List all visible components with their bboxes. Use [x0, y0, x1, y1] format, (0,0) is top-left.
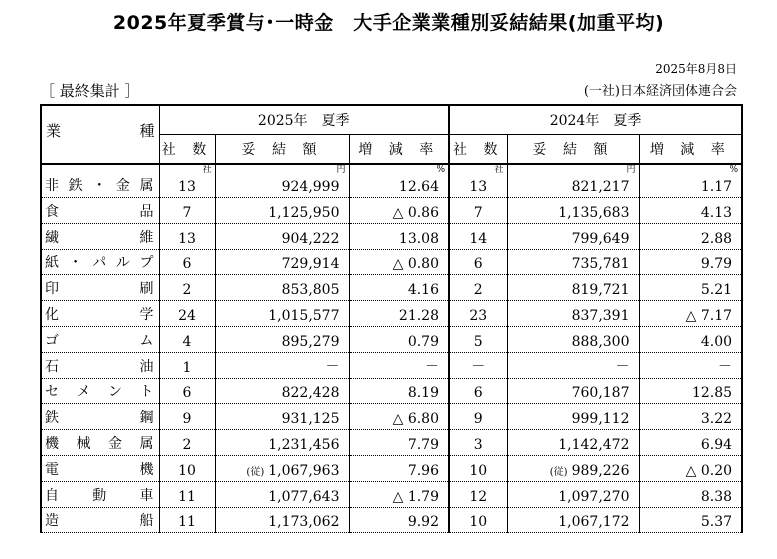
table-row [41, 301, 742, 327]
industry-name [42, 459, 159, 481]
industry-char: メ [76, 384, 91, 401]
rate-2025-cell [349, 326, 449, 352]
col-companies-2025: 社 数 [159, 135, 215, 165]
companies-2024-cell [449, 301, 507, 327]
companies-2024-value: 6 [473, 256, 483, 273]
amount-2024-cell [507, 455, 639, 481]
industry-char: 機 [45, 435, 59, 452]
industry-char: 食 [45, 203, 59, 220]
industry-char: プ [139, 255, 154, 272]
companies-2025-cell [159, 326, 215, 352]
industry-name [42, 356, 159, 378]
rate-2024-unit-label: % [729, 165, 739, 175]
amount-2025-value: 1,067,963 [268, 462, 340, 479]
companies-2025-cell [159, 481, 215, 507]
industry-char: 鉄 [68, 178, 83, 194]
companies-2024-value: 12 [469, 488, 488, 505]
industry-name [42, 227, 159, 249]
amount-2024-cell [507, 164, 639, 198]
rate-2024-value: 6.94 [700, 436, 733, 453]
amount-2025-cell [215, 404, 349, 430]
industry-char: 械 [76, 435, 91, 452]
industry-char: 印 [45, 281, 59, 298]
rate-2025-value: 7.96 [407, 462, 439, 479]
rate-2024-value: 2.88 [700, 230, 733, 247]
companies-2024-cell [449, 404, 507, 430]
amount-2024-cell [507, 430, 639, 456]
companies-2025-value: 24 [178, 307, 196, 324]
industry-name [42, 278, 159, 300]
industry-char: 属 [139, 435, 154, 452]
industry-cell [41, 223, 159, 249]
rate-2024-value: 5.21 [700, 282, 733, 299]
companies-2024-cell [449, 275, 507, 301]
companies-2025-cell [159, 455, 215, 481]
companies-2025-value: 6 [182, 385, 192, 402]
companies-2024-cell [449, 164, 507, 198]
industry-cell [41, 507, 159, 533]
industry-header-char-2: 種 [139, 122, 155, 140]
group-header-2024: 2024年 夏季 [449, 105, 742, 135]
rate-2025-value: △ 0.80 [392, 256, 439, 273]
rate-2025-value: 4.16 [407, 282, 439, 299]
rate-2025-unit-label: % [436, 165, 445, 175]
companies-2025-cell [159, 430, 215, 456]
companies-2024-value: 10 [469, 514, 488, 531]
industry-name [42, 304, 159, 326]
table-row [41, 198, 742, 224]
amount-2024-cell [507, 404, 639, 430]
table-row [41, 455, 742, 481]
amount-2025-value: 822,428 [281, 385, 340, 402]
amount-2024-value: 1,067,172 [558, 514, 630, 531]
group-header-2025: 2025年 夏季 [159, 105, 449, 135]
col-rate-2025: 増 減 率 [349, 135, 449, 165]
rate-2025-cell [349, 455, 449, 481]
companies-2024-value: 9 [473, 411, 483, 428]
industry-char: 属 [139, 178, 154, 194]
employee-basis-marker: (従) [549, 466, 568, 478]
companies-2025-value: 11 [178, 514, 196, 531]
col-amount-2025: 妥 結 額 [215, 135, 349, 165]
industry-cell [41, 352, 159, 378]
rate-2024-value: 4.13 [700, 204, 733, 221]
industry-cell [41, 164, 159, 198]
companies-2025-value: 2 [182, 436, 192, 453]
rate-2025-cell [349, 223, 449, 249]
rate-2025-cell [349, 275, 449, 301]
amount-2025-cell [215, 198, 349, 224]
companies-2024-unit-label: 社 [494, 165, 504, 175]
industry-char: 維 [139, 229, 154, 246]
amount-2024-cell [507, 223, 639, 249]
table-row [41, 430, 742, 456]
companies-2024-value: 14 [469, 230, 488, 247]
amount-2025-value: 1,015,577 [268, 307, 340, 324]
companies-2025-value: 10 [178, 462, 196, 479]
amount-2024-value: 1,142,472 [558, 436, 630, 453]
amount-2025-cell [215, 301, 349, 327]
amount-2025-value: 1,077,643 [268, 488, 340, 505]
companies-2024-cell [449, 198, 507, 224]
amount-2025-value: － [325, 358, 340, 375]
companies-2024-value: － [471, 358, 486, 375]
industry-cell [41, 301, 159, 327]
table-row [41, 326, 742, 352]
industry-char: 金 [108, 435, 122, 452]
table-body [41, 164, 742, 533]
rate-2025-cell [349, 481, 449, 507]
companies-2024-cell [449, 455, 507, 481]
amount-2024-cell [507, 507, 639, 533]
rate-2024-cell [639, 275, 742, 301]
amount-2024-cell [507, 198, 639, 224]
rate-2025-cell [349, 352, 449, 378]
industry-char: 動 [92, 487, 107, 504]
industry-char: パ [92, 255, 107, 272]
aggregation-label: ［ 最終集計 ］ [40, 82, 140, 100]
amount-2025-cell [215, 378, 349, 404]
rate-2025-cell [349, 164, 449, 198]
industry-char: ト [139, 384, 154, 401]
amount-2024-cell [507, 249, 639, 275]
amount-2024-cell [507, 481, 639, 507]
industry-char: ゴ [45, 332, 59, 349]
rate-2024-cell [639, 223, 742, 249]
rate-2024-cell [639, 378, 742, 404]
amount-2025-cell [215, 430, 349, 456]
industry-name [42, 485, 159, 507]
rate-2025-cell [349, 430, 449, 456]
page-title: 2025年夏季賞与･一時金 大手企業業種別妥結結果(加重平均) [112, 12, 665, 34]
industry-char: 機 [139, 461, 154, 478]
companies-2024-cell [449, 249, 507, 275]
rate-2024-value: 5.37 [700, 514, 733, 531]
companies-2025-cell [159, 378, 215, 404]
rate-2024-cell [639, 430, 742, 456]
rate-2025-value: △ 6.80 [392, 411, 439, 428]
rate-2025-cell [349, 507, 449, 533]
industry-cell [41, 198, 159, 224]
amount-2024-value: － [615, 358, 630, 375]
rate-2024-value: △ 7.17 [685, 307, 733, 324]
companies-2024-value: 10 [469, 462, 488, 479]
table-row [41, 275, 742, 301]
amount-2024-value: 1,135,683 [558, 204, 630, 221]
industry-name [42, 381, 159, 403]
amount-2025-cell [215, 352, 349, 378]
companies-2024-cell [449, 507, 507, 533]
rate-2024-cell [639, 249, 742, 275]
companies-2024-value: 3 [473, 436, 483, 453]
rate-2024-cell [639, 164, 742, 198]
industry-name [42, 201, 159, 223]
industry-char: 非 [45, 178, 59, 194]
amount-2024-cell [507, 301, 639, 327]
industry-name [42, 330, 159, 352]
industry-char: 油 [139, 358, 154, 375]
companies-2025-value: 4 [182, 333, 192, 350]
rate-2024-cell [639, 352, 742, 378]
companies-2025-cell [159, 223, 215, 249]
rate-2025-value: － [425, 358, 439, 375]
industry-char: ル [115, 255, 130, 272]
amount-2025-value: 895,279 [281, 333, 340, 350]
industry-char: 電 [45, 461, 59, 478]
companies-2024-value: 2 [473, 282, 483, 299]
companies-2025-cell [159, 249, 215, 275]
companies-2025-cell [159, 164, 215, 198]
amount-2025-value: 1,173,062 [268, 514, 340, 531]
table-row [41, 507, 742, 533]
rate-2024-value: 4.00 [700, 333, 733, 350]
industry-cell [41, 430, 159, 456]
industry-char: ム [139, 332, 154, 349]
industry-char: 繊 [45, 229, 59, 246]
industry-cell [41, 378, 159, 404]
rate-2024-cell [639, 481, 742, 507]
companies-2025-cell [159, 275, 215, 301]
amount-2024-value: 735,781 [571, 256, 630, 273]
companies-2024-cell [449, 378, 507, 404]
companies-2025-value: 9 [182, 411, 192, 428]
amount-2024-cell [507, 326, 639, 352]
rate-2024-cell [639, 455, 742, 481]
industry-char: ・ [92, 178, 107, 194]
industry-char: 金 [115, 178, 130, 194]
rate-2024-value: 8.38 [700, 488, 733, 505]
companies-2024-value: 13 [469, 179, 488, 195]
industry-cell [41, 249, 159, 275]
companies-2024-cell [449, 352, 507, 378]
industry-char: 石 [45, 358, 59, 375]
rate-2025-value: △ 0.86 [392, 204, 439, 221]
industry-char: ・ [68, 255, 83, 272]
industry-name [42, 407, 159, 429]
companies-2025-cell [159, 198, 215, 224]
industry-char: 学 [139, 306, 154, 323]
companies-2024-cell [449, 326, 507, 352]
rate-2025-value: 12.64 [398, 179, 439, 195]
rate-2025-cell [349, 249, 449, 275]
amount-2025-cell [215, 249, 349, 275]
amount-2025-value: 931,125 [281, 411, 340, 428]
amount-2025-cell [215, 481, 349, 507]
rate-2024-value: △ 0.20 [685, 462, 733, 479]
rate-2024-value: 3.22 [700, 411, 733, 428]
amount-2025-cell [215, 507, 349, 533]
amount-2025-cell [215, 326, 349, 352]
rate-2025-value: 9.92 [407, 514, 439, 531]
industry-cell [41, 455, 159, 481]
amount-2025-unit-label: 円 [336, 165, 346, 175]
industry-header-char-1: 業 [46, 122, 62, 140]
rate-2025-cell [349, 404, 449, 430]
industry-char: 船 [139, 513, 154, 530]
report-date: 2025年8月8日 [655, 62, 737, 76]
amount-2024-value: 799,649 [571, 230, 630, 247]
amount-2024-cell [507, 352, 639, 378]
amount-2025-cell [215, 455, 349, 481]
companies-2025-unit-label: 社 [202, 165, 212, 175]
amount-2024-unit-label: 円 [626, 165, 636, 175]
industry-char: 車 [139, 487, 154, 504]
rate-2025-value: 8.19 [407, 385, 439, 402]
companies-2024-value: 6 [473, 385, 483, 402]
amount-2025-value: 729,914 [281, 256, 340, 273]
rate-2024-cell [639, 507, 742, 533]
industry-char: 刷 [139, 281, 154, 298]
industry-cell [41, 326, 159, 352]
bonus-results-table [40, 104, 743, 533]
amount-2024-cell [507, 378, 639, 404]
amount-2024-value: 837,391 [571, 307, 630, 324]
rate-2024-value: 12.85 [691, 385, 733, 402]
amount-2024-value: 999,112 [571, 411, 630, 428]
industry-char: セ [45, 384, 59, 401]
rate-2024-value: 9.79 [700, 256, 733, 273]
industry-name [42, 252, 159, 274]
companies-2024-cell [449, 430, 507, 456]
companies-2024-cell [449, 223, 507, 249]
industry-char: 自 [45, 487, 59, 504]
industry-name [42, 510, 159, 532]
industry-char: 品 [139, 203, 154, 220]
companies-2024-value: 23 [469, 307, 488, 324]
table-row [41, 404, 742, 430]
employee-basis-marker: (従) [246, 466, 265, 478]
table-row [41, 378, 742, 404]
companies-2025-value: 6 [182, 256, 192, 273]
col-amount-2024: 妥 結 額 [507, 135, 639, 165]
industry-cell [41, 404, 159, 430]
amount-2024-value: 1,097,270 [558, 488, 630, 505]
companies-2025-value: 13 [178, 230, 196, 247]
col-companies-2024: 社 数 [449, 135, 507, 165]
col-rate-2024: 増 減 率 [639, 135, 742, 165]
industry-char: 鋼 [139, 410, 154, 427]
rate-2025-cell [349, 198, 449, 224]
table-row [41, 223, 742, 249]
amount-2025-cell [215, 164, 349, 198]
industry-name [42, 433, 159, 455]
amount-2025-value: 1,231,456 [268, 436, 340, 453]
industry-char: 鉄 [45, 410, 59, 427]
rate-2025-value: 0.79 [407, 333, 439, 350]
rate-2025-cell [349, 378, 449, 404]
amount-2025-cell [215, 223, 349, 249]
organization-name: (一社)日本経済団体連合会 [583, 84, 737, 99]
industry-char: 造 [45, 513, 59, 530]
rate-2024-cell [639, 404, 742, 430]
rate-2024-cell [639, 198, 742, 224]
companies-2025-cell [159, 404, 215, 430]
table-row [41, 164, 742, 198]
companies-2025-cell [159, 301, 215, 327]
rate-2024-cell [639, 301, 742, 327]
rate-2024-value: 1.17 [700, 179, 733, 195]
amount-2025-value: 904,222 [281, 230, 340, 247]
rate-2025-value: 21.28 [398, 307, 439, 324]
amount-2024-value: 819,721 [571, 282, 630, 299]
amount-2024-value: 888,300 [571, 333, 630, 350]
companies-2025-value: 13 [178, 179, 196, 195]
companies-2025-value: 1 [182, 359, 192, 376]
companies-2025-cell [159, 352, 215, 378]
companies-2024-value: 7 [473, 204, 483, 221]
industry-cell [41, 481, 159, 507]
amount-2025-value: 853,805 [281, 282, 340, 299]
amount-2024-cell [507, 275, 639, 301]
industry-name [42, 175, 159, 197]
companies-2025-value: 2 [182, 282, 192, 299]
amount-2025-value: 1,125,950 [268, 204, 340, 221]
table-row [41, 249, 742, 275]
table-row [41, 481, 742, 507]
amount-2025-cell [215, 275, 349, 301]
rate-2025-value: 13.08 [398, 230, 439, 247]
companies-2025-cell [159, 507, 215, 533]
amount-2024-value: 821,217 [571, 179, 630, 195]
amount-2025-value: 924,999 [281, 179, 340, 195]
companies-2024-cell [449, 481, 507, 507]
industry-char: 化 [45, 306, 59, 323]
rate-2024-value: － [718, 358, 733, 375]
amount-2024-value: 989,226 [571, 462, 630, 479]
industry-header [41, 105, 159, 164]
rate-2025-value: △ 1.79 [392, 488, 439, 505]
companies-2025-value: 11 [178, 488, 196, 505]
industry-char: 紙 [45, 255, 59, 272]
companies-2025-value: 7 [182, 204, 192, 221]
rate-2025-cell [349, 301, 449, 327]
rate-2025-value: 7.79 [407, 436, 439, 453]
industry-cell [41, 275, 159, 301]
amount-2024-value: 760,187 [571, 385, 630, 402]
table-row [41, 352, 742, 378]
companies-2024-value: 5 [473, 333, 483, 350]
rate-2024-cell [639, 326, 742, 352]
industry-char: ン [108, 384, 122, 401]
